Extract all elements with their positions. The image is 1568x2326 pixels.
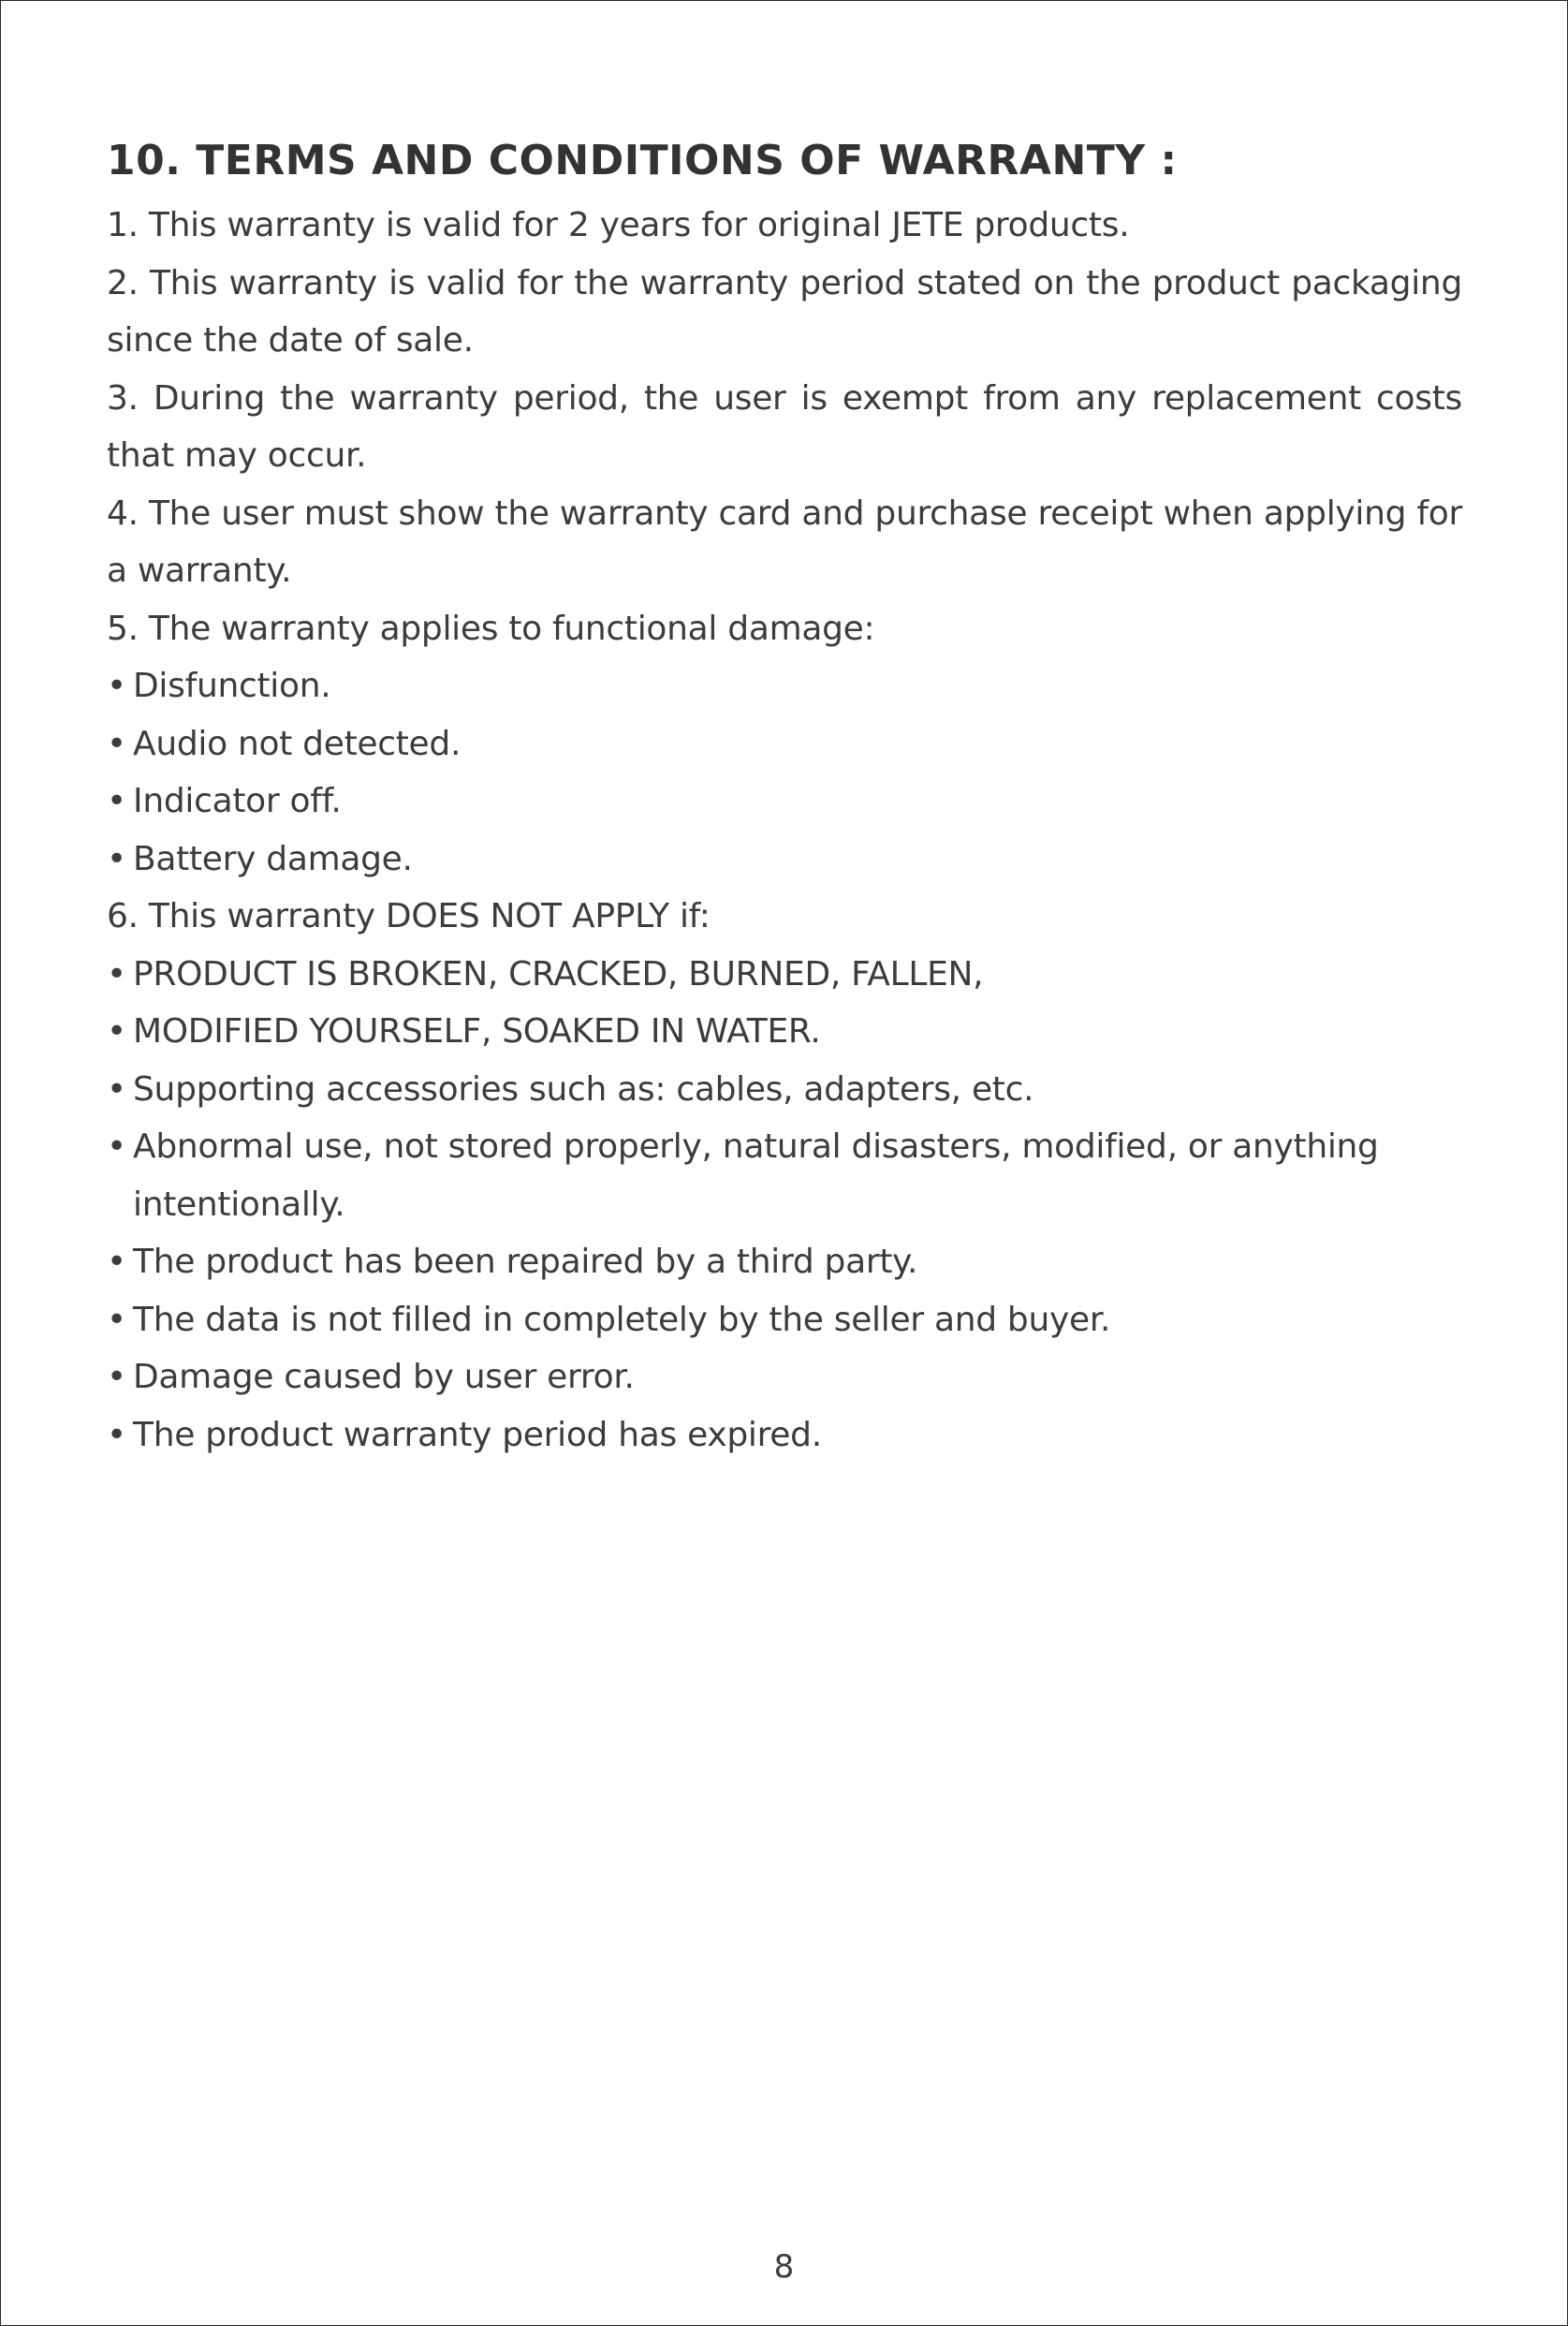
term-4: 4. The user must show the warranty card and purchase receipt when applying for a warranty. — [107, 493, 1462, 590]
bullet-icon: • — [107, 1069, 126, 1109]
bullet-icon: • — [107, 1415, 126, 1454]
list-item — [107, 1348, 1462, 1406]
term-1: 1. This warranty is valid for 2 years for original JETE products. — [107, 206, 1130, 244]
list-item-text: The product warranty period has expired. — [133, 1415, 822, 1454]
list-item-text: Damage caused by user error. — [133, 1358, 635, 1396]
list-item-text: The product has been repaired by a third party. — [133, 1243, 918, 1281]
list-item-text: Abnormal use, not stored properly, natural disasters, modified, or anything intentionally. — [133, 1127, 1379, 1224]
list-item — [107, 715, 1462, 773]
list-item-text: Indicator off. — [133, 782, 342, 820]
list-item-text: MODIFIED YOURSELF, SOAKED IN WATER. — [133, 1012, 821, 1051]
list-item — [107, 1291, 1462, 1349]
list-item — [107, 1233, 1462, 1291]
bullet-icon: • — [107, 724, 126, 763]
bullet-icon: • — [107, 839, 126, 878]
list-item — [107, 831, 1462, 889]
section-title: 10. TERMS AND CONDITIONS OF WARRANTY : — [107, 137, 1178, 184]
bullet-icon: • — [107, 1358, 126, 1396]
list-item-text: PRODUCT IS BROKEN, CRACKED, BURNED, FALLEN, — [133, 954, 984, 994]
bullet-icon: • — [107, 1012, 126, 1051]
list-item — [107, 1406, 1462, 1465]
bullet-icon: • — [107, 667, 126, 705]
list-item — [107, 1003, 1462, 1061]
bullet-icon: • — [107, 1300, 126, 1339]
list-item — [107, 1118, 1462, 1233]
bullet-icon: • — [107, 1127, 126, 1166]
page-number: 8 — [773, 2248, 795, 2286]
list-item-text: Disfunction. — [133, 667, 331, 705]
list-item-text: Audio not detected. — [133, 724, 462, 763]
list-item-text: The data is not filled in completely by the seller and buyer. — [133, 1300, 1111, 1339]
bullet-icon: • — [107, 782, 126, 820]
bullet-icon: • — [107, 1243, 126, 1281]
list-item — [107, 773, 1462, 831]
list-item — [107, 946, 1462, 1004]
bullet-icon: • — [107, 954, 126, 994]
warranty-section — [107, 127, 1462, 1464]
list-item-text: Supporting accessories such as: cables, adapters, etc. — [133, 1069, 1034, 1109]
term-6: 6. This warranty DOES NOT APPLY if: — [107, 897, 711, 935]
list-item — [107, 1061, 1462, 1119]
list-item-text: Battery damage. — [133, 839, 413, 878]
list-item — [107, 657, 1462, 715]
term-2: 2. This warranty is valid for the warranty period stated on the product packaging since the date of sale. — [107, 263, 1462, 360]
exclusions-list — [107, 946, 1462, 1465]
functional-damage-list — [107, 657, 1462, 888]
term-5: 5. The warranty applies to functional damage: — [107, 609, 875, 648]
term-3: 3. During the warranty period, the user is exempt from any replacement costs that may occur. — [107, 378, 1462, 475]
